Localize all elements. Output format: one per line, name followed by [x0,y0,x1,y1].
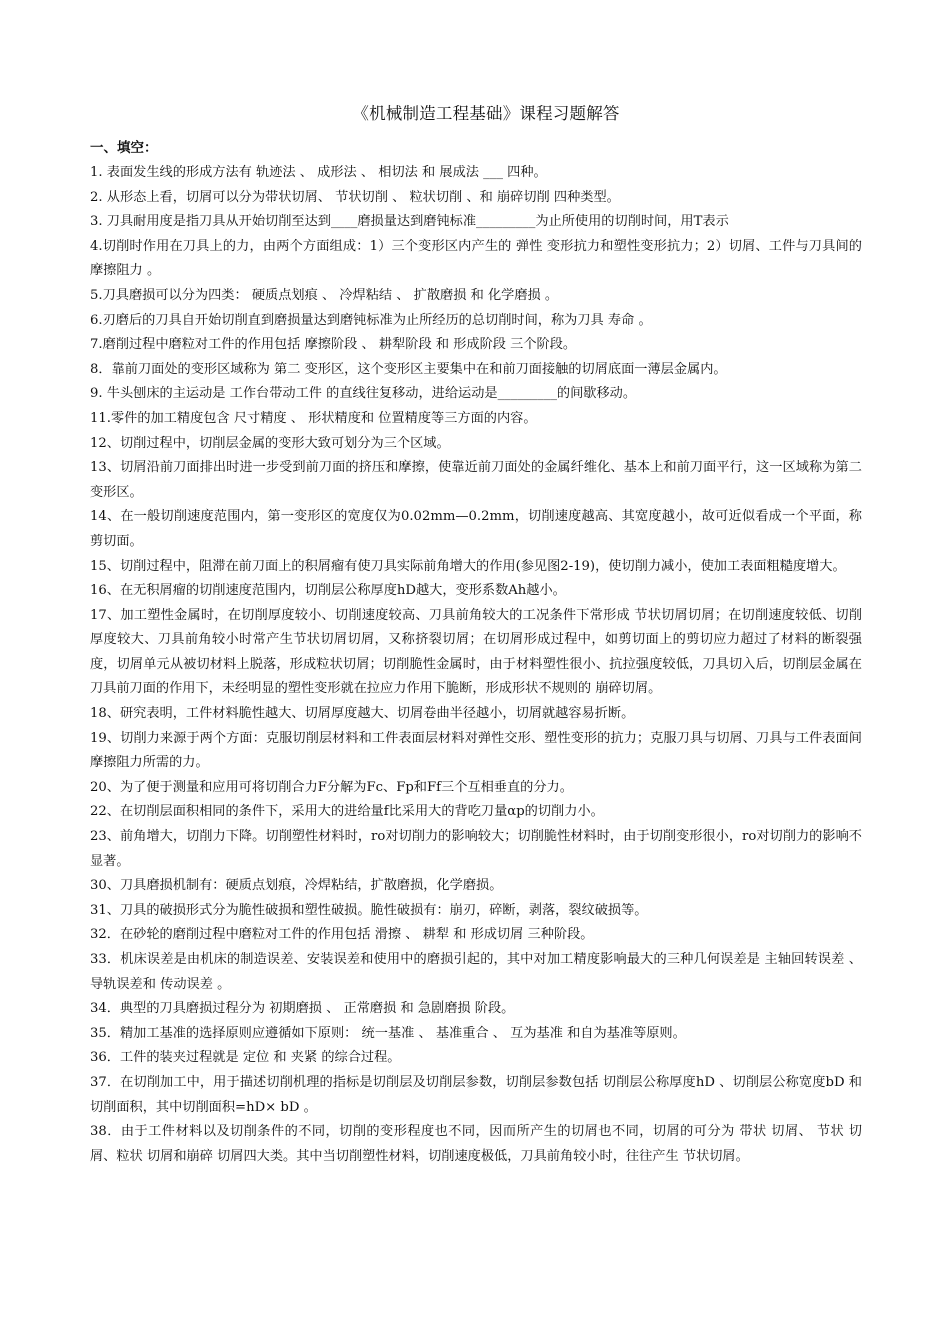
question-item: 15、切削过程中，阻滞在前刀面上的积屑瘤有使刀具实际前角增大的作用(参见图2-19)，使切削力减小，使加工表面粗糙度增大。 [90,558,846,574]
question-item: 36．工件的装夹过程就是 定位 和 夹紧 的综合过程。 [90,1050,401,1066]
question-item: 8．靠前刀面处的变形区域称为 第二 变形区，这个变形区主要集中在和前刀面接触的切屑底面一薄层金属内。 [90,361,727,377]
question-item: 38．由于工件材料以及切削条件的不同，切削的变形程度也不同，因而所产生的切屑也不同，切屑的可分为 带状 切屑、 节状 切屑、粒状 切屑和崩碎 切屑四大类。其中当切削塑性材料，切削速度极低，刀具前角较小时，往往产生 节状切屑。 [90,1124,862,1164]
question-item: 13、切屑沿前刀面排出时进一步受到前刀面的挤压和摩擦，使靠近前刀面处的金属纤维化、基本上和前刀面平行，这一区域称为第二变形区。 [90,460,862,500]
section-heading: 一、填空： [90,140,158,156]
question-item: 23、前角增大，切削力下降。切削塑性材料时，ro对切削力的影响较大；切削脆性材料时，由于切削变形很小，ro对切削力的影响不显著。 [90,829,862,869]
question-item: 18、研究表明，工件材料脆性越大、切屑厚度越大、切屑卷曲半径越小，切屑就越容易折断。 [90,706,635,722]
question-item: 31、刀具的破损形式分为脆性破损和塑性破损。脆性破损有：崩刃，碎断，剥落，裂纹破损等。 [90,902,648,918]
page-title: 《机械制造工程基础》课程习题解答 [352,104,620,123]
document-page [90,100,862,1169]
question-item: 16、在无积屑瘤的切削速度范围内，切削层公称厚度hD越大，变形系数Ah越小。 [90,583,566,599]
question-item: 30、刀具磨损机制有：硬质点划痕，冷焊粘结，扩散磨损，化学磨损。 [90,878,503,894]
question-item: 4.切削时作用在刀具上的力，由两个方面组成：1）三个变形区内产生的 弹性 变形抗力和塑性变形抗力；2）切屑、工件与刀具间的 摩擦阻力 。 [90,238,862,279]
question-item: 2. 从形态上看，切屑可以分为带状切屑、 节状切削 、 粒状切削 、和 崩碎切削 四种类型。 [90,189,620,205]
question-item: 35．精加工基准的选择原则应遵循如下原则： 统一基准 、 基准重合 、 互为基准 和自为基准等原则。 [90,1025,686,1041]
question-item: 12、切削过程中，切削层金属的变形大致可划分为三个区域。 [90,435,450,451]
question-item: 14、在一般切削速度范围内，第一变形区的宽度仅为0.02mm—0.2mm，切削速度越高、其宽度越小，故可近似看成一个平面，称剪切面。 [90,509,862,549]
question-item: 20、为了便于测量和应用可将切削合力F分解为Fc、Fp和Ff三个互相垂直的分力。 [90,779,573,795]
question-item: 33．机床误差是由机床的制造误差、安装误差和使用中的磨损引起的，其中对加工精度影响最大的三种几何误差是 主轴回转误差 、 导轨误差和 传动误差 。 [90,952,862,992]
question-item: 5.刀具磨损可以分为四类： 硬质点划痕 、 冷焊粘结 、 扩散磨损 和 化学磨损 。 [90,287,559,303]
question-item: 6.刃磨后的刀具自开始切削直到磨损量达到磨钝标准为止所经历的总切削时间，称为刀具 寿命 。 [90,312,652,328]
question-item: 1. 表面发生线的形成方法有 轨迹法 、 成形法 、 相切法 和 展成法 ___ 四种。 [90,165,547,180]
question-item: 32．在砂轮的磨削过程中磨粒对工件的作用包括 滑擦 、 耕犁 和 形成切屑 三种阶段。 [90,927,594,943]
question-item: 11.零件的加工精度包含 尺寸精度 、 形状精度和 位置精度等三方面的内容。 [90,410,537,426]
question-item: 3. 刀具耐用度是指刀具从开始切削至达到____磨损量达到磨钝标准_________为止所使用的切削时间，用T表示 [90,214,729,230]
question-item: 19、切削力来源于两个方面：克服切削层材料和工件表面层材料对弹性交形、塑性变形的抗力；克服刀具与切屑、刀具与工件表面间摩擦阻力所需的力。 [90,730,862,771]
question-list [90,161,862,1169]
question-item: 9. 牛头刨床的主运动是 工作台带动工件 的直线往复移动，进给运动是_________的间歇移动。 [90,386,637,402]
question-item: 37．在切削加工中，用于描述切削机理的指标是切削层及切削层参数，切削层参数包括 切削层公称厚度hD 、切削层公称宽度bD 和切削面积，其中切削面积=hD× bD 。 [90,1074,862,1115]
question-item: 34．典型的刀具磨损过程分为 初期磨损 、 正常磨损 和 急剧磨损 阶段。 [90,1001,515,1017]
question-item: 7.磨削过程中磨粒对工件的作用包括 摩擦阶段 、 耕犁阶段 和 形成阶段 三个阶段。 [90,337,577,353]
question-item: 22、在切削层面积相同的条件下，采用大的进给量f比采用大的背吃刀量αp的切削力小。 [90,804,604,820]
question-item: 17、加工塑性金属时，在切削厚度较小、切削速度较高、刀具前角较大的工况条件下常形成 节状切屑切屑；在切削速度较低、切削厚度较大、刀具前角较小时常产生节状切屑切屑，又称挤裂切屑；在切屑形成过程中，如剪切面上的剪切应力超过了材料的断裂强度，切屑单元从被切材料上脱落，形成粒状切屑；切削脆性金属时，由于材料塑性很小、抗拉强度较低，刀具切入后，切削层金属在刀具前刀面的作用下，未经明显的塑性变形就在拉应力作用下脆断，形成形状不规则的 崩碎切屑。 [90,607,862,697]
